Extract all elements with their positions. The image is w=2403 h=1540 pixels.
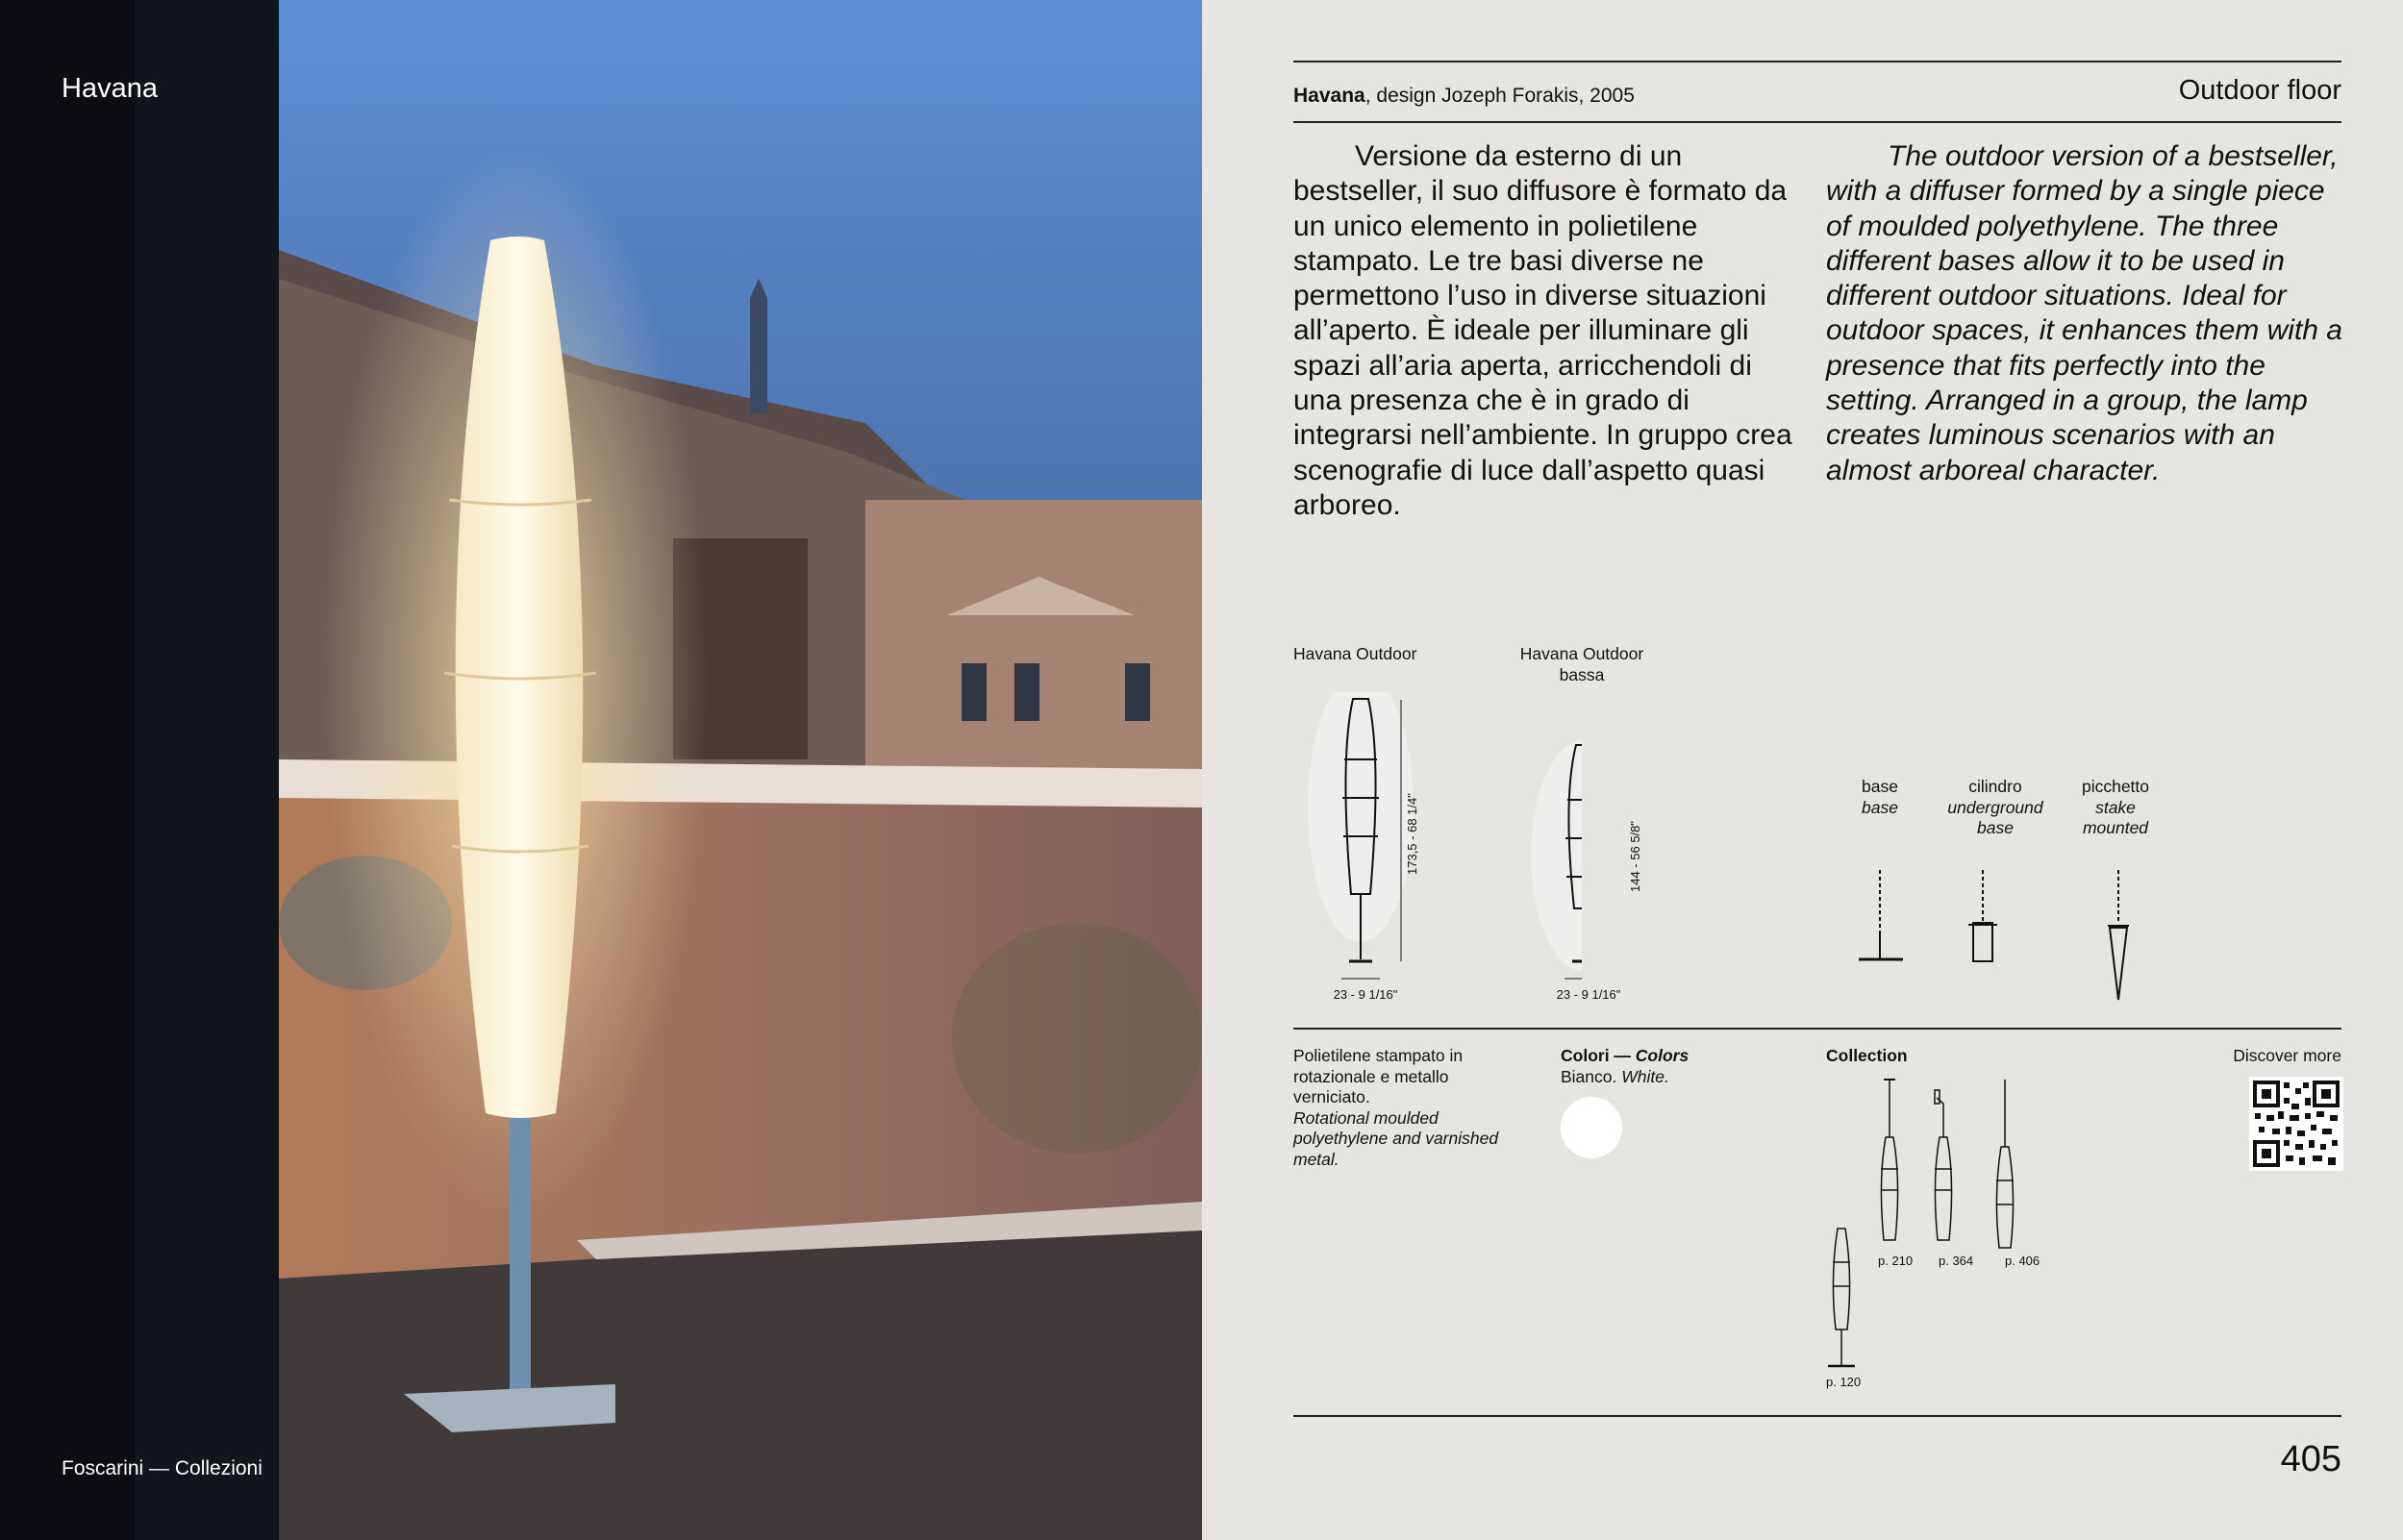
- page-title: Havana: [62, 73, 158, 104]
- collection-page-3: p. 406: [2005, 1254, 2040, 1268]
- qr-code-icon: [2249, 1077, 2343, 1171]
- white-color-swatch: [1561, 1097, 1622, 1158]
- spec-page: [1202, 0, 2403, 1540]
- base-2-it: cilindro: [1968, 777, 2022, 796]
- model-2-width: 23 - 9 1/16": [1556, 987, 1621, 1002]
- description-english: The outdoor version of a bestseller, with a diffuser formed by a single piece of moulded polyethylene. The three different bases allow it to be used in different outdoor situations. Ideal for outdoor spaces, it enhances them with a presence that fits perfectly into the setting. Arranged in a group, the lamp creates luminous scenarios with an almost arboreal character.: [1826, 140, 2342, 486]
- model-1-height: 173,5 - 68 1/4": [1405, 793, 1419, 875]
- base-label-2: [1928, 777, 2063, 839]
- model-name-2: Havana Outdoor bassa: [1519, 644, 1644, 684]
- model-1-width: 23 - 9 1/16": [1333, 987, 1398, 1002]
- base-label-1: [1827, 777, 1933, 818]
- qr-code[interactable]: [2249, 1077, 2343, 1171]
- model-name-1: Havana Outdoor: [1293, 644, 1417, 663]
- model-2-height: 144 - 56 5/8": [1628, 820, 1642, 892]
- base-1-it: base: [1862, 777, 1898, 796]
- description-italian: Versione da esterno di un bestseller, il suo diffusore è formato da un unico elemento in polietilene stampato. Le tre basi diverse ne permettono l’uso in diverse situazioni all’aperto. È ideale per illuminare gli spazi all’aria aperta, arricchendoli di una presenza che è in grado di integrarsi nell’ambiente. In gruppo crea scenografie di luce dall’aspetto quasi arboreo.: [1293, 140, 1792, 521]
- base-drawing: [1859, 870, 1903, 959]
- collection-label: Collection: [1826, 1046, 1908, 1065]
- material-text: [1293, 1046, 1524, 1170]
- base-1-en: base: [1862, 797, 1898, 817]
- top-rule: [1293, 61, 2341, 62]
- color-value-it: Bianco.: [1561, 1066, 1622, 1086]
- material-en: Rotational moulded polyethylene and varnished metal.: [1293, 1107, 1499, 1169]
- base-2-en: underground base: [1947, 797, 2043, 837]
- collection-page-2: p. 364: [1939, 1254, 1974, 1268]
- stake-drawing: [2108, 870, 2129, 1000]
- design-credit: , design Jozeph Forakis, 2005: [1364, 85, 1635, 107]
- material-it: Polietilene stampato in rotazionale e metallo verniciato.: [1293, 1046, 1464, 1106]
- mid-rule: [1293, 1028, 2341, 1030]
- base-label-3: [2063, 777, 2168, 839]
- havana-outdoor-bassa-drawing: [1531, 740, 1582, 979]
- base-3-it: picchetto: [2081, 777, 2150, 796]
- book-footer: Foscarini — Collezioni: [62, 1457, 263, 1479]
- page-number: 405: [2280, 1439, 2341, 1479]
- base-drawings: [1827, 865, 2173, 1009]
- colors-block: [1561, 1046, 1772, 1087]
- floor-lamp-icon: [1828, 1229, 1855, 1366]
- product-name: Havana: [1293, 85, 1365, 107]
- bottom-rule: [1293, 1415, 2341, 1417]
- suspension-lamp-icon: [1881, 1080, 1898, 1240]
- color-value-en: White.: [1621, 1066, 1669, 1086]
- product-header: [1293, 85, 1635, 108]
- colors-label-en: Colors: [1635, 1046, 1690, 1065]
- colors-label-it: Colori —: [1561, 1046, 1636, 1065]
- underground-base-drawing: [1968, 870, 1997, 961]
- base-3-en: stake mounted: [2082, 797, 2149, 837]
- collection-page-1: p. 210: [1878, 1254, 1914, 1268]
- discover-more-label: Discover more: [2233, 1046, 2341, 1065]
- category-label: Outdoor floor: [2178, 75, 2341, 106]
- collection-drawings: [1826, 1075, 2047, 1382]
- collection-page-4: p. 120: [1826, 1375, 1862, 1389]
- model-drawings: [1293, 692, 1582, 1009]
- wall-lamp-icon: [1935, 1090, 1952, 1240]
- havana-outdoor-drawing: [1308, 692, 1414, 979]
- header-rule: [1293, 121, 2341, 123]
- pendant-lamp-icon: [1996, 1080, 2014, 1248]
